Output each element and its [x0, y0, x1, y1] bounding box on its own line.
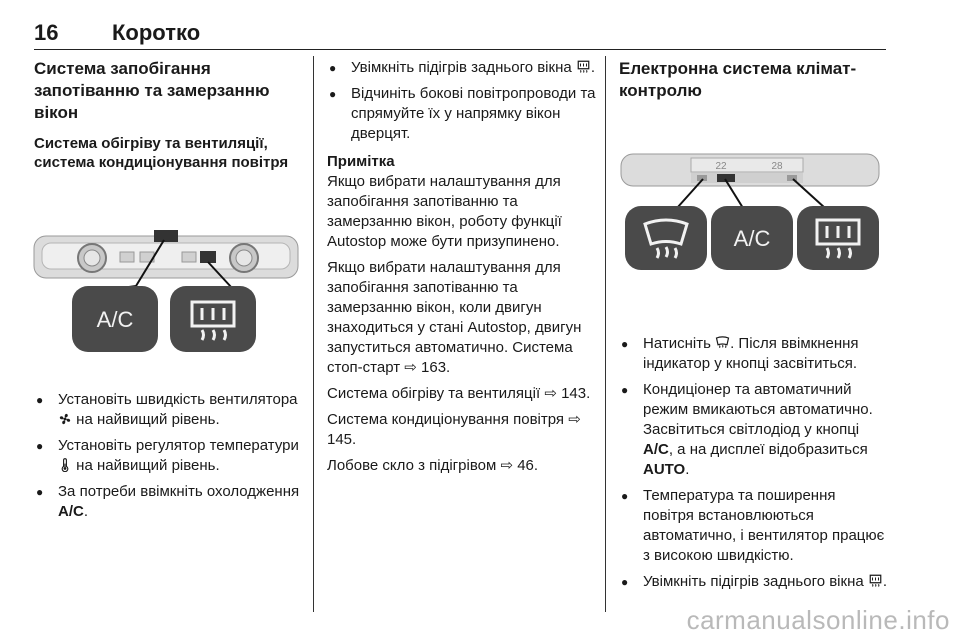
- list-item: ● За потреби ввімкніть охолодження A/C.: [34, 482, 304, 522]
- section-title: Коротко: [112, 20, 201, 45]
- column-2: [327, 58, 597, 482]
- column-3: [619, 58, 889, 598]
- page-reference[interactable]: 145: [327, 431, 353, 448]
- list-item: ● Установіть швидкість вентилятора на найвищий рівень.: [34, 390, 304, 430]
- instruction-list: [34, 390, 304, 522]
- temperature-icon: [58, 458, 72, 472]
- list-item: ● Кондиціонер та автоматичний режим вмикаються автоматично. Засвітиться світлодіод у кнопці A/C, а на дисплеї відобразиться AUTO.: [619, 380, 889, 480]
- climate-panel-figure: [32, 216, 302, 356]
- watermark: carmanualsonline.info: [686, 605, 950, 635]
- page-reference[interactable]: 163: [421, 359, 447, 376]
- reference-arrow-icon: ⇨: [544, 385, 557, 402]
- display-temp-right: 28: [771, 161, 783, 172]
- display-temp-left: 22: [715, 161, 727, 172]
- page-reference[interactable]: 46: [517, 457, 534, 474]
- column-divider: [313, 56, 314, 612]
- list-item: ● Установіть регулятор температури на найвищий рівень.: [34, 436, 304, 476]
- section-heading: Система запобігання запотіванню та замерзанню вікон: [34, 59, 270, 122]
- list-item: ● Температура та поширення повітря встановлюються автоматично, і вентилятор працює з високою швидкістю.: [619, 486, 889, 566]
- list-item: ● Увімкніть підігрів заднього вікна .: [327, 58, 597, 78]
- note-paragraph: Якщо вибрати налаштування для запобігання запотіванню та замерзанню вікон, коли двигун знаходиться у стані Autostop, двигун запуститься автоматично. Система стоп-старт ⇨ 163.: [327, 259, 582, 376]
- cross-reference: Лобове скло з підігрівом ⇨ 46.: [327, 457, 539, 474]
- instruction-list: [619, 334, 889, 592]
- reference-arrow-icon: ⇨: [404, 359, 417, 376]
- rear-defrost-icon: [576, 59, 591, 74]
- subsection-heading: Система обігріву та вентиляції, система кондиціонування повітря: [34, 135, 289, 171]
- header-divider: [34, 49, 886, 50]
- rear-defrost-icon: [868, 573, 883, 588]
- page-number: 16: [34, 20, 59, 45]
- cross-reference: Система кондиціонування повітря ⇨ 145.: [327, 411, 581, 448]
- instruction-list: [327, 58, 597, 144]
- reference-arrow-icon: ⇨: [500, 457, 514, 474]
- reference-arrow-icon: ⇨: [568, 411, 581, 428]
- section-heading: Електронна система клімат-контролю: [619, 59, 857, 100]
- page-reference[interactable]: 143: [561, 385, 587, 402]
- ac-button-label: A/C: [733, 226, 771, 251]
- note-paragraph: Якщо вибрати налаштування для запобігання запотіванню та замерзанню вікон, роботу функції Autostop може бути призупинено.: [327, 173, 562, 250]
- page-header: [34, 18, 886, 48]
- electronic-climate-panel-figure: [617, 146, 887, 296]
- column-1: [34, 58, 304, 528]
- column-divider: [605, 56, 606, 612]
- cross-reference: Система обігріву та вентиляції ⇨ 143.: [327, 385, 591, 402]
- ac-button-label: A/C: [96, 307, 134, 332]
- list-item: ● Натисніть . Після ввімкнення індикатор у кнопці засвітиться.: [619, 334, 889, 374]
- fan-icon: [58, 412, 72, 426]
- note-title: Примітка: [327, 153, 395, 170]
- list-item: ● Увімкніть підігрів заднього вікна .: [619, 572, 889, 592]
- list-item: ● Відчиніть бокові повітропроводи та спрямуйте їх у напрямку вікон дверцят.: [327, 84, 597, 144]
- front-defrost-icon: [715, 335, 730, 350]
